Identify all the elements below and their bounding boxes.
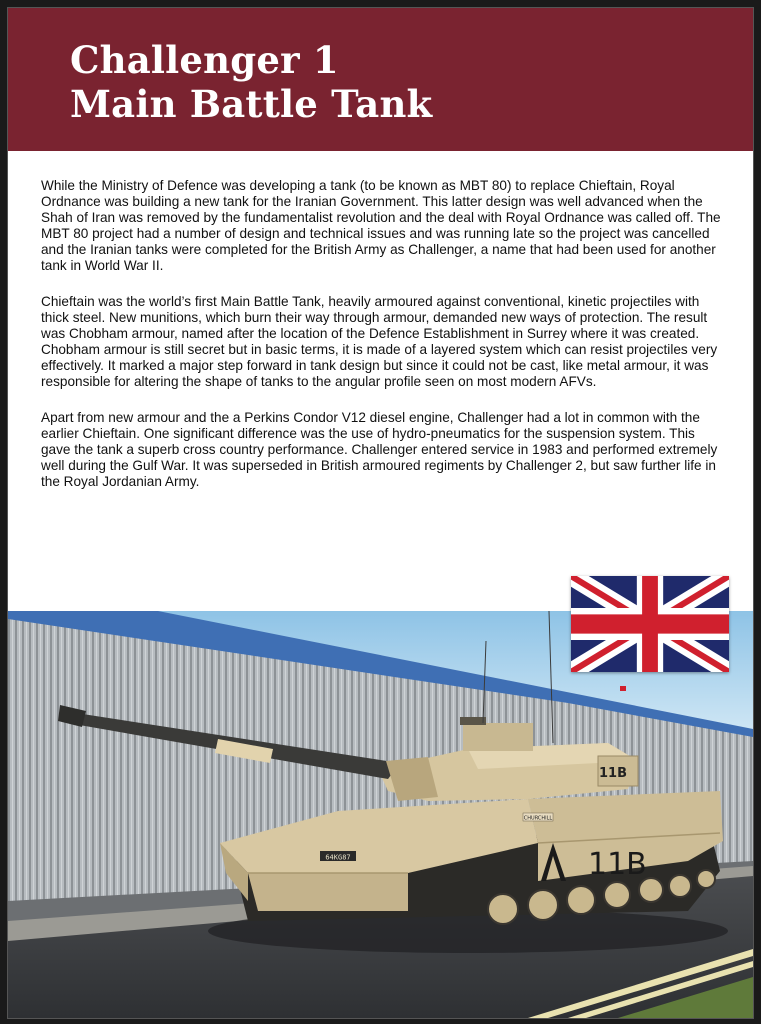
turret-number: 11B (599, 766, 627, 781)
paragraph-1: While the Ministry of Defence was developing a tank (to be known as MBT 80) to replace Chieftain, Royal Ordnance was building a new tank for the Iranian Government. This latter design was well advanced when the Shah of Iran was removed by the fundamentalist revolution and the deal with Royal Ordnance was called off. The MBT 80 project had a number of design and technical issues and was running late so the project was cancelled and the Iranian tanks were completed for the British Army as Challenger, a name that had been used for another tank in World War II. (41, 178, 721, 273)
tank-photo-drawing (8, 611, 753, 1018)
paragraph-3: Apart from new armour and the a Perkins Condor V12 diesel engine, Challenger had a lot in common with the earlier Chieftain. One significant difference was the use of hydro-pneumatics for the suspension system. This gave the tank a superb cross country performance. Challenger entered service in 1983 and performed extremely well during the Gulf War. It was superseded in British armoured regiments by Challenger 2, but saw further life in the Royal Jordanian Army. (41, 410, 718, 489)
title-banner (8, 8, 753, 151)
title-line-1: Challenger 1 (70, 38, 339, 82)
union-jack-icon (571, 576, 729, 672)
description-text (41, 178, 726, 510)
hull-marking: 11B (588, 847, 647, 882)
title-line-2: Main Battle Tank (70, 82, 433, 126)
exhibit-board (8, 8, 753, 1018)
tank-photo (8, 611, 753, 1018)
tank-plate: 64KG87 (325, 853, 351, 862)
page-title (70, 38, 432, 126)
union-jack-flag (571, 576, 729, 672)
name-plate: CHURCHILL (523, 815, 553, 822)
paragraph-2: Chieftain was the world’s first Main Battle Tank, heavily armoured against conventional, kinetic projectiles with thick steel. New munitions, which burn their way through armour, demanded new ways of protection. The result was Chobham armour, named after the location of the Defence Establishment in Surrey where it was created. Chobham armour is still secret but in basic terms, it is made of a layered system which can resist projectiles very effectively. It marked a major step forward in tank design but since it could not be cast, like metal armour, it was responsible for altering the shape of tanks to the angular profile seen on most modern AFVs. (41, 294, 718, 389)
